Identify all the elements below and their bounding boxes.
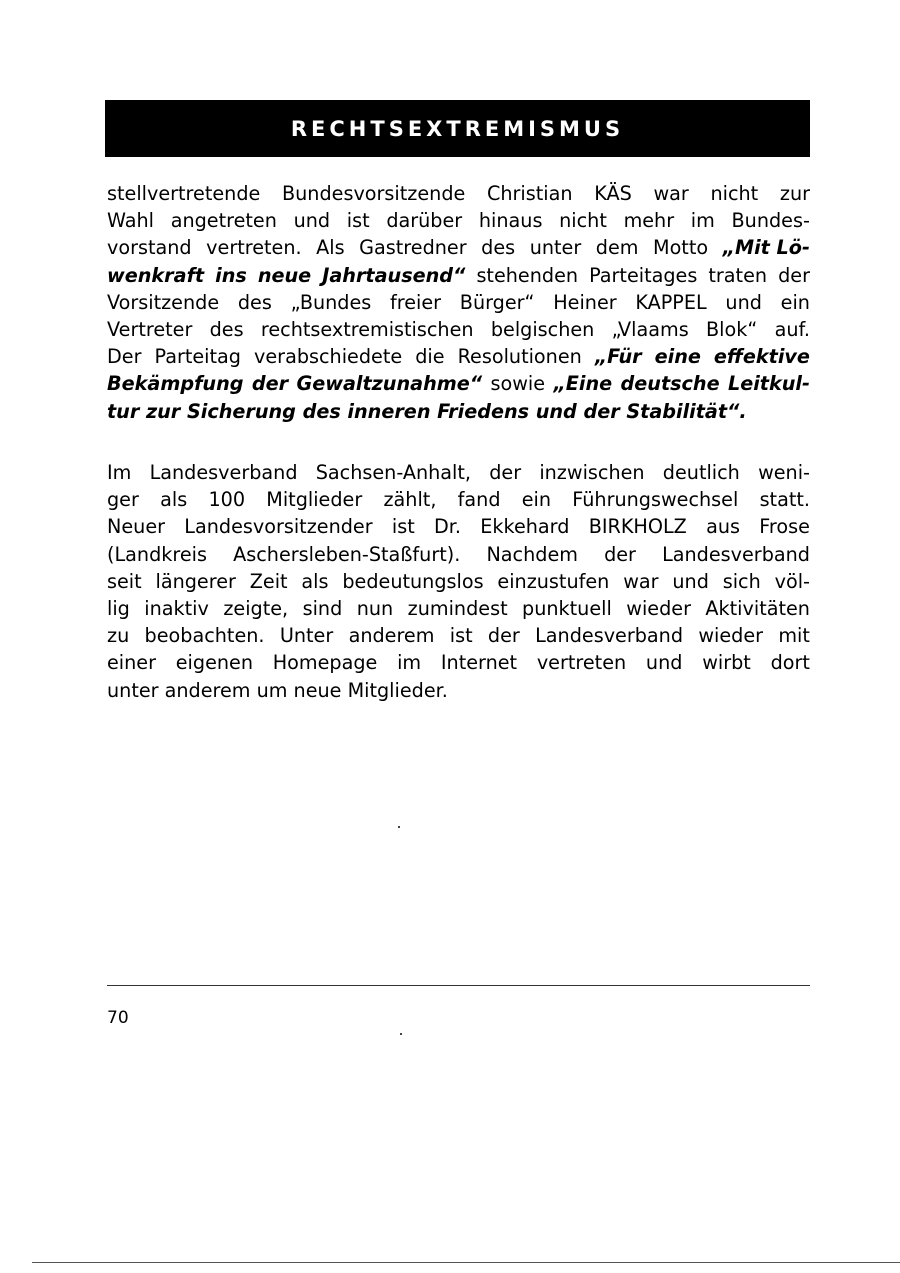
word: zeigte, <box>223 596 289 620</box>
word: „Bundes <box>290 290 372 314</box>
quoted-resolution: effektive <box>713 345 810 369</box>
word: Der <box>107 345 142 369</box>
word: freier <box>390 290 442 314</box>
word: Blok“ <box>705 317 758 341</box>
word: Wahl <box>107 209 154 233</box>
word: Im <box>107 461 132 484</box>
text-line <box>107 180 810 207</box>
text-line <box>107 649 810 676</box>
word: stehenden <box>476 263 579 287</box>
quoted-motto: wenkraft <box>107 263 205 287</box>
word: mit <box>778 624 810 648</box>
quoted-resolution: Gewaltzunahme“ <box>296 372 483 396</box>
word: Landesverband <box>535 624 684 648</box>
word: Christian <box>486 182 573 205</box>
scan-speck <box>398 826 400 828</box>
word: ein <box>521 488 552 512</box>
word: rechtsextremistischen <box>260 317 474 341</box>
word: des <box>481 236 516 260</box>
word: dort <box>770 651 810 675</box>
text-line <box>107 343 810 370</box>
word: Dr. <box>434 515 462 539</box>
word: völ- <box>774 569 810 593</box>
word: traten <box>708 263 768 287</box>
word: ger <box>107 488 139 512</box>
word: belgischen <box>490 317 595 341</box>
footer-rule <box>107 985 810 986</box>
text-line <box>107 262 810 289</box>
word: inaktiv <box>144 596 209 620</box>
word: einzustufen <box>497 569 610 593</box>
word: aus <box>706 515 740 539</box>
quoted-resolution: tur zur Sicherung des inneren Friedens und der Stabilität“. <box>107 399 747 423</box>
word: der <box>604 542 636 566</box>
word: Landesvorsitzender <box>184 515 373 539</box>
word: ist <box>391 515 415 539</box>
word: nicht <box>559 209 607 233</box>
word: der <box>778 263 810 287</box>
word: Zeit <box>249 569 288 593</box>
quoted-resolution: Leitkul- <box>727 372 810 396</box>
word: nicht <box>710 182 759 205</box>
word: dem <box>595 236 639 260</box>
word: zur <box>779 182 810 205</box>
word: als <box>301 569 329 593</box>
word: sind <box>302 596 343 620</box>
quoted-motto: ins <box>215 263 247 287</box>
word: Neuer <box>107 515 166 539</box>
word: sowie <box>490 372 546 396</box>
word: vorstand <box>107 236 192 260</box>
word: Als <box>316 236 345 260</box>
text-line <box>107 486 810 513</box>
quoted-motto: „Mit Lö- <box>722 236 810 260</box>
word: der <box>489 461 522 484</box>
word: Homepage <box>272 651 378 675</box>
word: zu <box>107 624 130 648</box>
word: KÄS <box>594 182 632 205</box>
word: 100 <box>208 488 246 512</box>
word: Parteitages <box>589 263 698 287</box>
word: war <box>653 182 689 205</box>
quoted-resolution: Bekämpfung <box>107 372 244 396</box>
word: Motto <box>653 236 709 260</box>
word: Bundesvorsitzende <box>281 182 466 205</box>
word: Heiner <box>553 290 617 314</box>
word: Vorsitzende <box>107 290 220 314</box>
word: einer <box>107 651 156 675</box>
word: Internet <box>440 651 518 675</box>
text-line <box>107 677 810 704</box>
word: inzwischen <box>539 461 645 484</box>
word: Gastredner <box>359 236 467 260</box>
quoted-motto: Jahrtausend“ <box>322 263 466 287</box>
word: zumindest <box>407 596 508 620</box>
word: statt. <box>759 488 810 512</box>
word: ist <box>449 624 473 648</box>
word: im <box>690 209 715 233</box>
word: und <box>293 209 331 233</box>
word: anderem <box>348 624 435 648</box>
word: angetreten <box>170 209 277 233</box>
word: mehr <box>623 209 675 233</box>
word: zählt, <box>383 488 437 512</box>
word: Aktivitäten <box>705 596 810 620</box>
word: des <box>209 317 244 341</box>
word: weni- <box>758 461 810 484</box>
word: eigenen <box>175 651 253 675</box>
word: stellvertretende <box>107 182 261 205</box>
word: „Vlaams <box>611 317 689 341</box>
text-line <box>107 289 810 316</box>
word: (Landkreis <box>107 542 207 566</box>
text-line <box>107 234 810 261</box>
word: nun <box>356 596 394 620</box>
word: war <box>623 569 659 593</box>
paragraph-2 <box>107 459 810 704</box>
word: Parteitag <box>154 345 241 369</box>
paragraph-1 <box>107 180 810 425</box>
quoted-motto: neue <box>257 263 312 287</box>
word: und <box>645 651 683 675</box>
word: des <box>237 290 272 314</box>
word: Resolutionen <box>457 345 582 369</box>
word: Bundes- <box>731 209 810 233</box>
word: Aschersleben-Staßfurt). <box>233 542 461 566</box>
word: und <box>725 290 762 314</box>
word: ist <box>346 209 370 233</box>
text-line <box>107 595 810 622</box>
text-line <box>107 316 810 343</box>
word: vertreten. <box>206 236 302 260</box>
quoted-resolution: der <box>251 372 289 396</box>
word: KAPPEL <box>635 290 707 314</box>
word: Frose <box>759 515 810 539</box>
word: Ekkehard <box>480 515 570 539</box>
word: die <box>415 345 445 369</box>
word: Landesverband <box>662 542 810 566</box>
text-line <box>107 370 810 397</box>
word: und <box>672 569 709 593</box>
word: Landesverband <box>149 461 298 484</box>
word: Vertreter <box>107 317 193 341</box>
word: Unter <box>279 624 334 648</box>
word: seit <box>107 569 142 593</box>
quoted-resolution: „Für <box>594 345 642 369</box>
word: unter anderem um neue Mitglieder. <box>107 678 448 702</box>
word: bedeutungslos <box>342 569 484 593</box>
quoted-resolution: eine <box>654 345 701 369</box>
word: Mitglieder <box>266 488 363 512</box>
word: beobachten. <box>144 624 265 648</box>
text-line <box>107 398 810 425</box>
text-line <box>107 513 810 540</box>
word: unter <box>529 236 582 260</box>
word: punktuell <box>522 596 612 620</box>
text-line <box>107 541 810 568</box>
word: Bürger“ <box>459 290 535 314</box>
word: wieder <box>698 624 764 648</box>
section-header <box>105 100 810 157</box>
word: auf. <box>774 317 810 341</box>
word: der <box>487 624 520 648</box>
word: Nachdem <box>486 542 578 566</box>
word: darüber <box>386 209 463 233</box>
scan-speck <box>400 1033 402 1035</box>
text-line <box>107 568 810 595</box>
word: wirbt <box>702 651 751 675</box>
word: fand <box>457 488 501 512</box>
word: sich <box>722 569 761 593</box>
word: ein <box>780 290 810 314</box>
quoted-resolution: deutsche <box>620 372 720 396</box>
text-line <box>107 622 810 649</box>
text-line <box>107 459 810 486</box>
word: Führungswechsel <box>572 488 739 512</box>
word: im <box>397 651 422 675</box>
word: verabschiedete <box>254 345 403 369</box>
page-edge-rule <box>32 1262 900 1263</box>
word: lig <box>107 596 130 620</box>
word: hinaus <box>478 209 543 233</box>
text-line <box>107 207 810 234</box>
word: deutlich <box>662 461 740 484</box>
word: längerer <box>155 569 236 593</box>
word: Sachsen-Anhalt, <box>315 461 471 484</box>
quoted-resolution: „Eine <box>553 372 613 396</box>
word: als <box>160 488 188 512</box>
word: wieder <box>626 596 691 620</box>
word: BIRKHOLZ <box>588 515 687 539</box>
page-number: 70 <box>107 1008 129 1028</box>
section-title: RECHTSEXTREMISMUS <box>290 116 625 141</box>
word: vertreten <box>536 651 627 675</box>
